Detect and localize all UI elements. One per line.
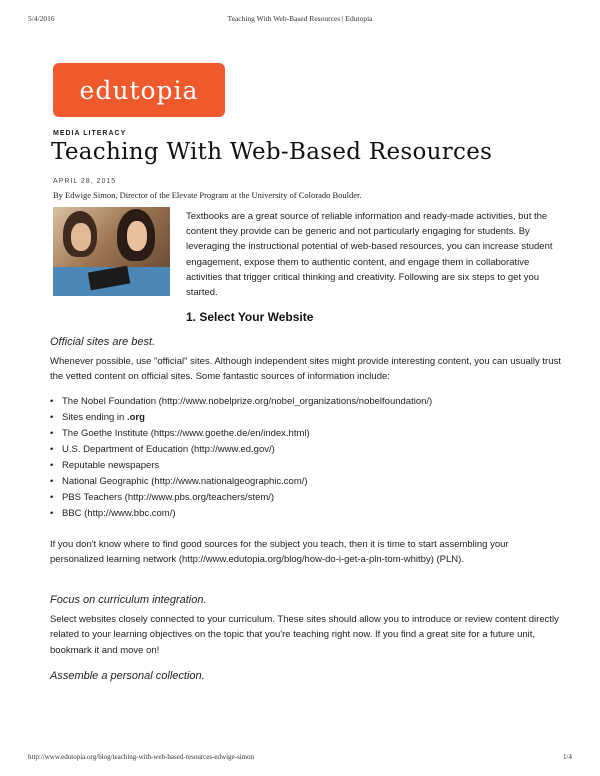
article-title: Teaching With Web-Based Resources — [51, 139, 493, 165]
bullet: • — [50, 460, 54, 471]
page-number: 1/4 — [563, 753, 572, 761]
paragraph-official-sites: Whenever possible, use "official" sites. Although independent sites might provide interesting content, you can usually trust the vetted content on official sites. Some fantastic sources of information include: — [50, 356, 561, 383]
edutopia-logo[interactable] — [53, 63, 225, 117]
subheading-collection: Assemble a personal collection. — [50, 670, 205, 682]
article-intro: Textbooks are a great source of reliable information and ready-made activities, but the content they provide can be generic and not particularly engaging for students. By leveraging the instructional potential of web-based resources, you can increase student engagement, expose them to authentic content, and engage them in collaborative activities that trigger critical thinking and creativity. Following are six steps to get you started. — [186, 211, 553, 299]
subheading-curriculum: Focus on curriculum integration. — [50, 594, 207, 606]
print-date: 5/4/2016 — [28, 14, 55, 23]
list-item[interactable]: • The Goethe Institute (https://www.goethe.de/en/index.html) — [50, 428, 310, 439]
list-item[interactable]: • National Geographic (http://www.nationalgeographic.com/) — [50, 476, 308, 487]
print-page-title: Teaching With Web-Based Resources | Edutopia — [227, 14, 373, 23]
bullet: • — [50, 428, 54, 439]
bullet: • — [50, 492, 54, 503]
list-item[interactable]: • The Nobel Foundation (http://www.nobelprize.org/nobel_organizations/nobelfoundation/) — [50, 396, 433, 407]
bullet: • — [50, 412, 54, 423]
list-item[interactable]: • U.S. Department of Education (http://www.ed.gov/) — [50, 444, 275, 455]
paragraph-pln: If you don't know where to find good sources for the subject you teach, then it is time to start assembling your personalized learning network (http://www.edutopia.org/blog/how-do-i-get-a-pln-tom-whitby) (PLN). — [50, 539, 509, 566]
list-item: • Sites ending in .org — [50, 412, 145, 423]
article-category[interactable]: MEDIA LITERACY — [53, 130, 127, 137]
list-item[interactable]: • BBC (http://www.bbc.com/) — [50, 508, 176, 519]
bullet: • — [50, 444, 54, 455]
list-item[interactable]: • PBS Teachers (http://www.pbs.org/teachers/stem/) — [50, 492, 275, 503]
logo-text: edutopia — [79, 75, 199, 105]
article-byline: By Edwige Simon, Director of the Elevate Program at the University of Colorado Boulder. — [53, 190, 362, 200]
article-date: APRIL 28, 2015 — [53, 178, 117, 185]
print-footer — [28, 753, 572, 765]
bullet: • — [50, 396, 54, 407]
bullet: • — [50, 476, 54, 487]
print-url[interactable]: http://www.edutopia.org/blog/teaching-with-web-based-resources-edwige-simon — [28, 753, 255, 761]
print-header — [28, 14, 572, 26]
subheading-official-sites: Official sites are best. — [50, 336, 156, 348]
article-photo — [53, 207, 170, 296]
bullet: • — [50, 508, 54, 519]
paragraph-curriculum: Select websites closely connected to your curriculum. These sites should allow you to introduce or review content directly related to your learning objectives on the topic that you're teaching right now. If you find a great site for a future unit, bookmark it and move on! — [50, 614, 559, 656]
section-heading: 1. Select Your Website — [186, 310, 314, 324]
list-item: • Reputable newspapers — [50, 460, 160, 471]
bold-suffix: .org — [126, 412, 145, 423]
